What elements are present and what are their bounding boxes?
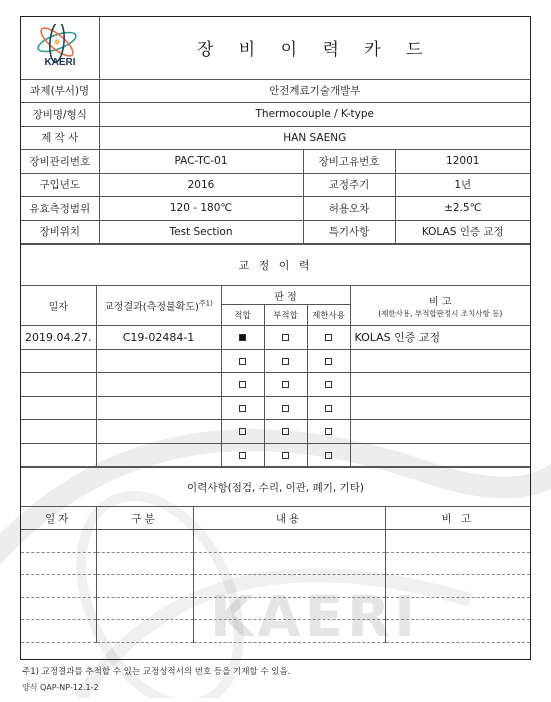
log-col-date: 일자	[21, 507, 96, 530]
judge-fail-header: 부적합	[264, 305, 307, 326]
judge-pass-cell	[221, 420, 264, 444]
log-note-cell	[385, 552, 530, 575]
log-content-cell	[193, 530, 385, 553]
history-col-result	[96, 286, 221, 326]
header-table	[21, 17, 530, 244]
history-col-judge: 판 정	[221, 286, 350, 305]
judge-pass-cell	[221, 349, 264, 373]
judge-limited-checkbox[interactable]	[325, 452, 332, 459]
judge-limited-header: 제한사용	[307, 305, 350, 326]
history-col-note-label: 비 고	[429, 296, 452, 308]
history-rows	[21, 326, 530, 467]
judge-pass-cell	[221, 443, 264, 467]
history-col-result-sup: 주1)	[198, 299, 213, 308]
judge-pass-cell	[221, 326, 264, 350]
log-note-cell	[385, 575, 530, 598]
log-type-cell	[96, 597, 193, 620]
judge-fail-cell	[264, 326, 307, 350]
judge-limited-cell	[307, 373, 350, 397]
history-result-cell	[96, 396, 221, 420]
history-col-date: 일자	[21, 286, 96, 326]
unique-no-value: 12001	[395, 150, 530, 174]
project-value: 안전계료기술개발부	[99, 79, 530, 103]
logo	[21, 17, 99, 79]
judge-pass-checkbox[interactable]	[239, 381, 246, 388]
log-row	[21, 552, 530, 575]
judge-limited-cell	[307, 443, 350, 467]
judge-limited-checkbox[interactable]	[325, 405, 332, 412]
special-value: KOLAS 인증 교정	[395, 220, 530, 244]
footnote: 주1) 교정결과를 추적할 수 있는 교정성적서의 번호 등을 기재할 수 있음.	[22, 667, 291, 677]
history-note-cell	[350, 420, 530, 444]
history-col-result-label: 교정결과(측정불확도)	[104, 302, 199, 313]
equipment-label: 장비명/형식	[21, 103, 99, 127]
history-result-cell	[96, 420, 221, 444]
history-row	[21, 326, 530, 350]
judge-fail-cell	[264, 349, 307, 373]
log-col-type: 구분	[96, 507, 193, 530]
log-note-cell	[385, 530, 530, 553]
equipment-history-card	[20, 16, 531, 660]
history-note-cell	[350, 373, 530, 397]
history-row	[21, 373, 530, 397]
range-value: 120 - 180℃	[99, 197, 303, 221]
maker-label: 제 작 사	[21, 126, 99, 150]
history-note-cell	[350, 443, 530, 467]
log-date-cell	[21, 530, 96, 553]
log-note-cell	[385, 597, 530, 620]
judge-limited-checkbox[interactable]	[325, 358, 332, 365]
logo-text: KAERI	[44, 56, 76, 68]
history-row	[21, 420, 530, 444]
cal-period-label: 교정주기	[303, 173, 395, 197]
mgmt-no-value: PAC-TC-01	[99, 150, 303, 174]
log-content-cell	[193, 552, 385, 575]
purchase-year-value: 2016	[99, 173, 303, 197]
judge-limited-cell	[307, 396, 350, 420]
judge-pass-header: 적합	[221, 305, 264, 326]
judge-fail-checkbox[interactable]	[282, 334, 289, 341]
project-label: 과제(부서)명	[21, 79, 99, 103]
special-label: 특기사항	[303, 220, 395, 244]
log-type-cell	[96, 620, 193, 643]
judge-pass-cell	[221, 396, 264, 420]
history-note-cell	[350, 396, 530, 420]
judge-fail-checkbox[interactable]	[282, 452, 289, 459]
judge-fail-checkbox[interactable]	[282, 358, 289, 365]
maker-value: HAN SAENG	[99, 126, 530, 150]
judge-pass-checkbox[interactable]	[239, 428, 246, 435]
judge-fail-cell	[264, 420, 307, 444]
log-content-cell	[193, 620, 385, 643]
log-row	[21, 575, 530, 598]
judge-limited-checkbox[interactable]	[325, 381, 332, 388]
judge-fail-checkbox[interactable]	[282, 405, 289, 412]
judge-pass-checkbox[interactable]	[239, 452, 246, 459]
log-row	[21, 530, 530, 553]
log-type-cell	[96, 575, 193, 598]
history-date-cell	[21, 349, 96, 373]
cal-period-value: 1년	[395, 173, 530, 197]
history-title: 교 정 이 력	[21, 245, 530, 286]
history-row	[21, 396, 530, 420]
log-title: 이력사항(점검, 수리, 이관, 폐기, 기타)	[21, 468, 530, 507]
form-id: 양식 QAP-NP-12.1-2	[22, 683, 99, 692]
history-date-cell	[21, 396, 96, 420]
judge-fail-cell	[264, 443, 307, 467]
history-note-cell: KOLAS 인증 교정	[350, 326, 530, 350]
log-type-cell	[96, 530, 193, 553]
judge-pass-checkbox[interactable]	[239, 405, 246, 412]
judge-limited-cell	[307, 349, 350, 373]
history-col-note	[350, 286, 530, 326]
history-result-cell	[96, 443, 221, 467]
log-row	[21, 597, 530, 620]
judge-limited-checkbox[interactable]	[325, 334, 332, 341]
log-col-note: 비 고	[385, 507, 530, 530]
history-date-cell	[21, 420, 96, 444]
judge-limited-cell	[307, 420, 350, 444]
log-row	[21, 620, 530, 643]
log-type-cell	[96, 552, 193, 575]
tolerance-value: ±2.5℃	[395, 197, 530, 221]
judge-pass-checkbox[interactable]	[239, 358, 246, 365]
log-date-cell	[21, 552, 96, 575]
mgmt-no-label: 장비관리번호	[21, 150, 99, 174]
history-date-cell	[21, 443, 96, 467]
log-content-cell	[193, 597, 385, 620]
calibration-history-table	[21, 244, 530, 467]
judge-fail-cell	[264, 396, 307, 420]
history-date-cell: 2019.04.27.	[21, 326, 96, 350]
history-result-cell	[96, 373, 221, 397]
judge-pass-checkbox[interactable]	[239, 334, 246, 341]
log-date-cell	[21, 620, 96, 643]
log-col-content: 내용	[193, 507, 385, 530]
judge-limited-checkbox[interactable]	[325, 428, 332, 435]
watermark-text: KAERI	[210, 585, 419, 650]
judge-fail-checkbox[interactable]	[282, 428, 289, 435]
tolerance-label: 허용오차	[303, 197, 395, 221]
maintenance-log-table	[21, 467, 530, 643]
history-note-cell	[350, 349, 530, 373]
judge-fail-checkbox[interactable]	[282, 381, 289, 388]
log-date-cell	[21, 597, 96, 620]
history-row	[21, 349, 530, 373]
history-date-cell	[21, 373, 96, 397]
history-result-cell: C19-02484-1	[96, 326, 221, 350]
judge-limited-cell	[307, 326, 350, 350]
card-title: 장 비 이 력 카 드	[99, 17, 530, 79]
log-note-cell	[385, 620, 530, 643]
judge-pass-cell	[221, 373, 264, 397]
history-row	[21, 443, 530, 467]
log-rows	[21, 530, 530, 643]
judge-fail-cell	[264, 373, 307, 397]
equipment-value: Thermocouple / K-type	[99, 103, 530, 127]
location-label: 장비위치	[21, 220, 99, 244]
history-result-cell	[96, 349, 221, 373]
purchase-year-label: 구입년도	[21, 173, 99, 197]
log-content-cell	[193, 575, 385, 598]
history-col-note-sub: (제한사용, 부적합판정시 조치사항 등)	[378, 308, 503, 318]
range-label: 유효측정범위	[21, 197, 99, 221]
location-value: Test Section	[99, 220, 303, 244]
log-date-cell	[21, 575, 96, 598]
unique-no-label: 장비고유번호	[303, 150, 395, 174]
kaeri-logo-icon	[25, 24, 95, 68]
